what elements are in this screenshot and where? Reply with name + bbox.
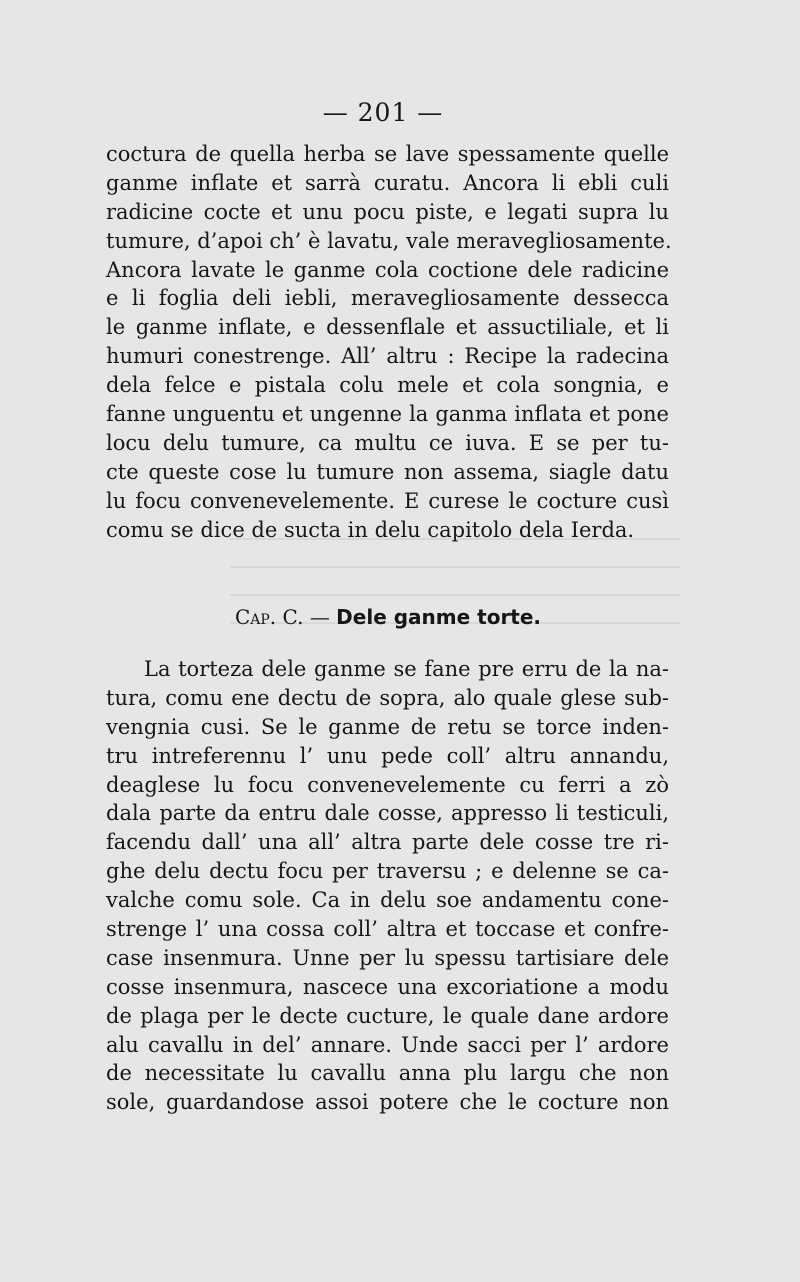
text-line: case insenmura. Unne per lu spessu tartisiare dele [106, 945, 669, 970]
text-line: dela felce e pistala colu mele et cola songnia, e [106, 373, 669, 398]
text-line: alu cavallu in del’ annare. Unde sacci per l’ ardore [106, 1032, 669, 1057]
text-line: fanne unguentu et ungenne la ganma inflata et pone [106, 402, 669, 427]
text-line: tumure, d’apoi ch’ è lavatu, vale meravegliosamente. [106, 228, 672, 253]
text-line: sole, guardandose assoi potere che le cocture non [106, 1090, 669, 1115]
paragraph-continuation [106, 140, 672, 544]
text-line: de plaga per le decte cucture, le quale dane ardore [106, 1003, 669, 1028]
text-line: Ancora lavate le ganme cola coctione dele radicine [106, 257, 669, 282]
text-line: dala parte da entru dale cosse, appresso li testiculi, [106, 801, 669, 826]
text-line: valche comu sole. Ca in delu soe andamentu cone- [106, 888, 669, 913]
text-line: facendu dall’ una all’ altra parte dele cosse tre ri- [106, 830, 669, 855]
text-line: ganme inflate et sarrà curatu. Ancora li ebli culi [106, 170, 669, 195]
chapter-heading [0, 603, 776, 631]
chapter-number: Cap. C. [234, 605, 304, 629]
text-line: le ganme inflate, e dessenflale et assuctiliale, et li [106, 315, 669, 340]
heading-dash: — [309, 605, 330, 629]
text-line: e li foglia deli iebli, meravegliosamente dessecca [106, 286, 669, 311]
text-line: de necessitate lu cavallu anna plu largu che non [106, 1061, 669, 1086]
text-line: ghe delu dectu focu per traversu ; e delenne se ca- [106, 859, 669, 884]
page-number: — 201 — [322, 98, 444, 127]
text-line: strenge l’ una cossa coll’ altra et toccase et confre- [106, 917, 669, 942]
text-line: lu focu convenevelemente. E curese le cocture cusì [106, 488, 669, 513]
text-line: vengnia cusi. Se le ganme de retu se torce inden- [106, 714, 669, 739]
text-line: humuri conestrenge. All’ altru : Recipe la radecina [106, 344, 669, 369]
chapter-paragraph [106, 655, 669, 1117]
text-line: tru intreferennu l’ unu pede coll’ altru annandu, [106, 743, 669, 768]
text-line: cosse insenmura, nascece una excoriatione a modu [106, 974, 669, 999]
text-line: tura, comu ene dectu de sopra, alo quale glese sub- [106, 685, 669, 710]
text-line: cte queste cose lu tumure non assema, siagle datu [106, 459, 669, 484]
text-line: coctura de quella herba se lave spessamente quelle [106, 142, 669, 166]
text-line: comu se dice de sucta in delu capitolo dela Ierda. [106, 517, 635, 542]
text-line: deaglese lu focu convenevelemente cu ferri a zò [106, 772, 669, 797]
chapter-title: Dele ganme torte. [336, 605, 542, 629]
text-line: locu delu tumure, ca multu ce iuva. E se per tu- [106, 430, 669, 455]
text-line: La torteza dele ganme se fane pre erru de la na- [144, 657, 669, 681]
text-line: radicine cocte et unu pocu piste, e legati supra lu [106, 199, 669, 224]
